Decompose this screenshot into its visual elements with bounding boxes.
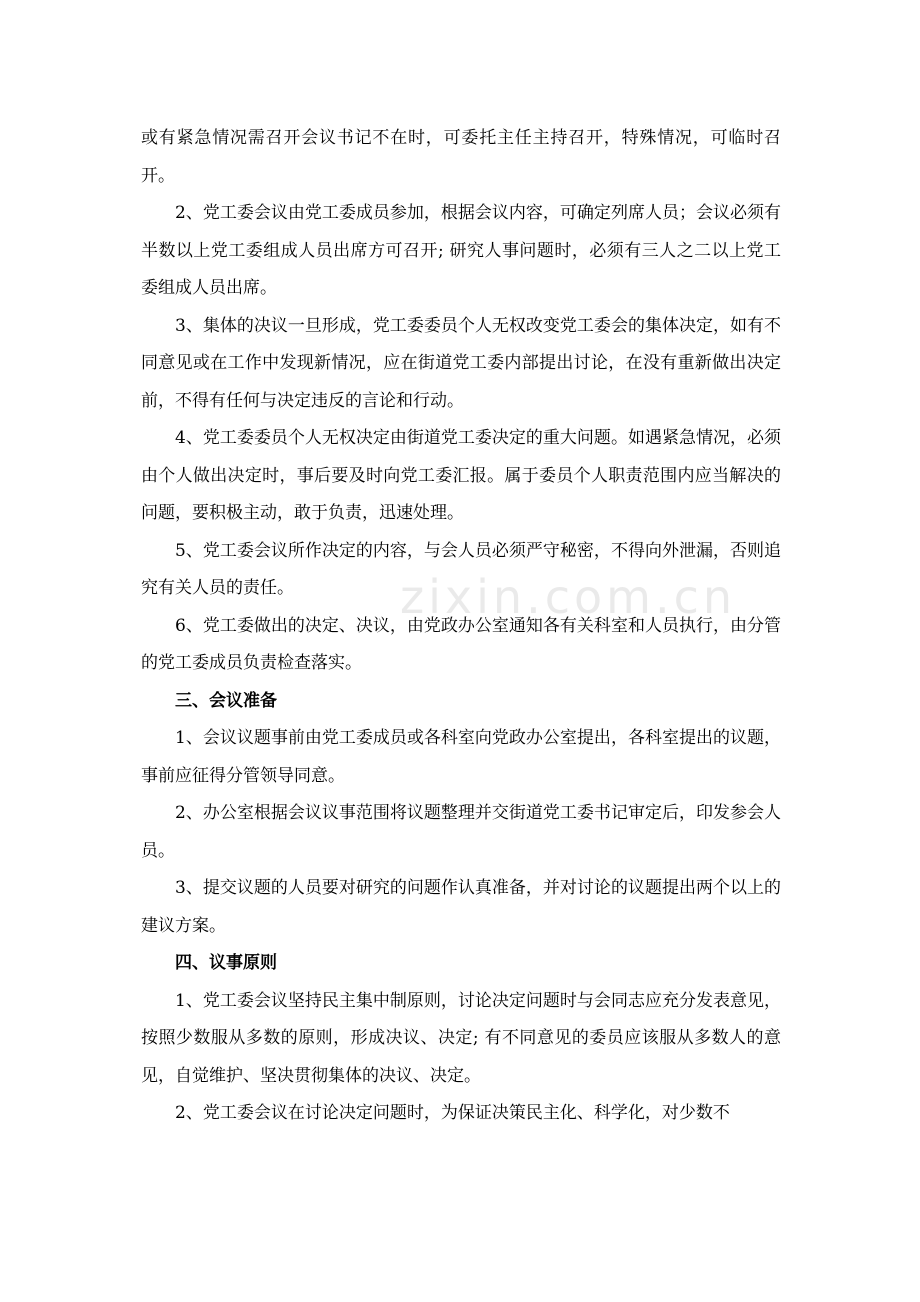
paragraph-11: 2、党工委会议在讨论决定问题时，为保证决策民主化、科学化，对少数不 [175,1103,730,1123]
section-heading-4: 四、议事原则 [175,953,277,973]
paragraph-9: 3、提交议题的人员要对研究的问题作认真准备，并对讨论的议题提出两个以上的建议方案。 [141,878,781,936]
watermark: zixin.com.cn [400,570,737,624]
document-page [141,120,781,1133]
paragraph-7: 1、会议议题事前由党工委成员或各科室向党政办公室提出，各科室提出的议题，事前应征得分管领导同意。 [141,728,781,786]
paragraph-2: 2、党工委会议由党工委成员参加，根据会议内容，可确定列席人员；会议必须有半数以上党工委组成人员出席方可召开; 研究人事问题时，必须有三人之二以上党工委组成人员出席。 [141,203,781,298]
paragraph-1: 或有紧急情况需召开会议书记不在时，可委托主任主持召开，特殊情况，可临时召开。 [141,128,781,186]
paragraph-8: 2、办公室根据会议议事范围将议题整理并交街道党工委书记审定后，印发参会人员。 [141,803,781,861]
paragraph-6: 6、党工委做出的决定、决议，由党政办公室通知各有关科室和人员执行，由分管的党工委成员负责检查落实。 [141,615,781,673]
paragraph-10: 1、党工委会议坚持民主集中制原则，讨论决定问题时与会同志应充分发表意见，按照少数服从多数的原则，形成决议、决定; 有不同意见的委员应该服从多数人的意见，自觉维护、坚决贯彻集体的决议、决定。 [141,990,781,1086]
paragraph-5: 5、党工委会议所作决定的内容，与会人员必须严守秘密，不得向外泄漏，否则追究有关人员的责任。 [141,540,781,598]
paragraph-4: 4、党工委委员个人无权决定由街道党工委决定的重大问题。如遇紧急情况，必须由个人做出决定时，事后要及时向党工委汇报。属于委员个人职责范围内应当解决的问题，要积极主动，敢于负责，迅速处理。 [141,428,781,523]
paragraph-3: 3、集体的决议一旦形成，党工委委员个人无权改变党工委会的集体决定，如有不同意见或在工作中发现新情况，应在街道党工委内部提出讨论，在没有重新做出决定前，不得有任何与决定违反的言论和行动。 [141,315,781,411]
section-heading-3: 三、会议准备 [175,690,277,711]
